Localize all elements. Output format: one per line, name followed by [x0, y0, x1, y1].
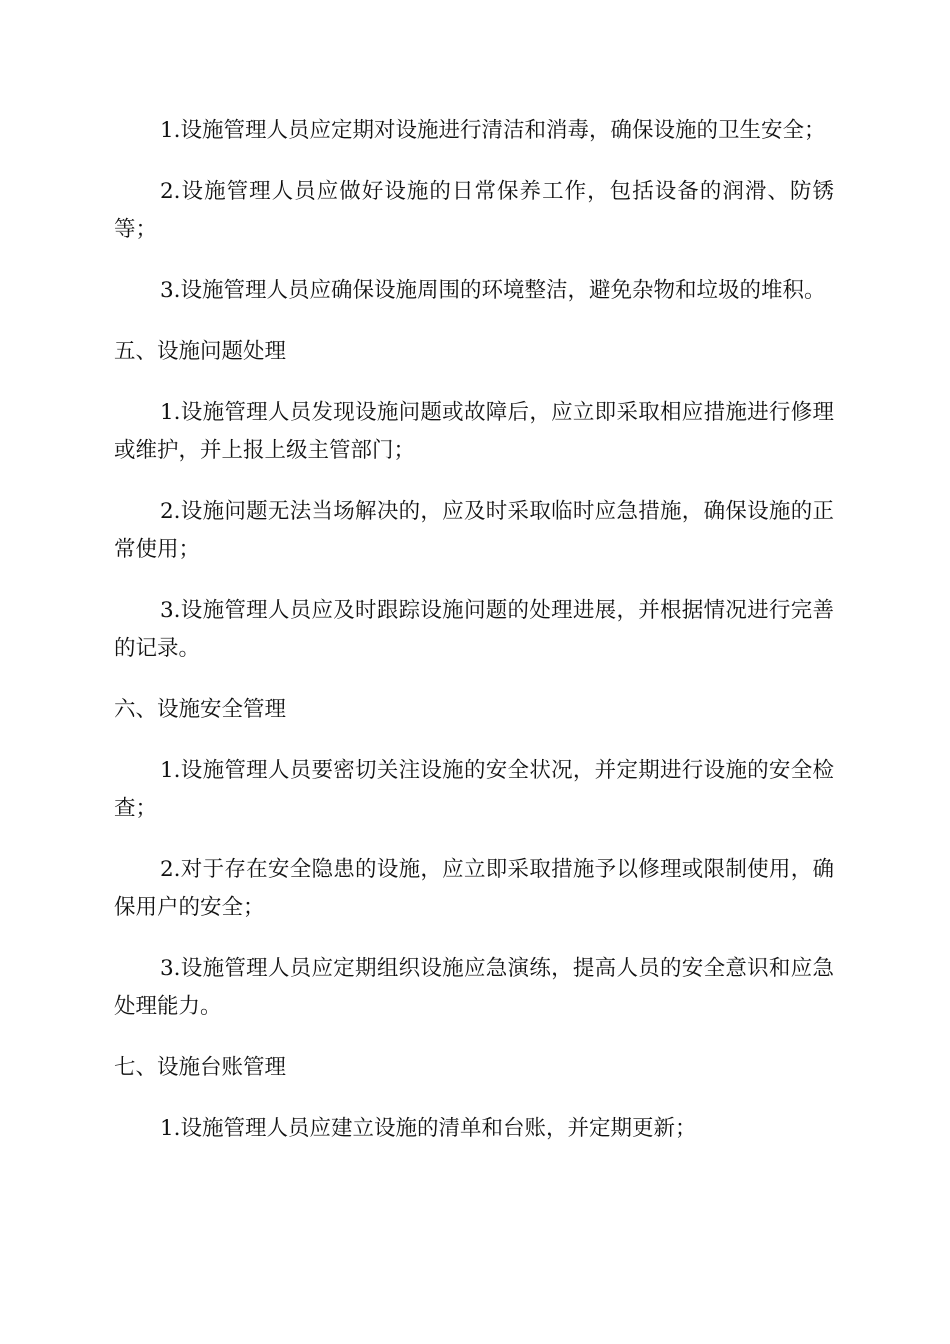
- list-item-maintenance: 2.设施管理人员应做好设施的日常保养工作，包括设备的润滑、防锈等；: [114, 179, 834, 242]
- list-item-tracking: 3.设施管理人员应及时跟踪设施问题的处理进展，并根据情况进行完善的记录。: [114, 598, 834, 661]
- list-item-environment: 3.设施管理人员应确保设施周围的环境整洁，避免杂物和垃圾的堆积。: [160, 278, 826, 303]
- list-item-safety-inspection: 1.设施管理人员要密切关注设施的安全状况，并定期进行设施的安全检查；: [114, 758, 834, 821]
- list-item-cleaning: 1.设施管理人员应定期对设施进行清洁和消毒，确保设施的卫生安全；: [160, 118, 826, 143]
- document-body: [114, 112, 834, 1171]
- list-item-emergency-drill: 3.设施管理人员应定期组织设施应急演练，提高人员的安全意识和应急处理能力。: [114, 956, 834, 1019]
- list-item-hazard-repair: 2.对于存在安全隐患的设施，应立即采取措施予以修理或限制使用，确保用户的安全；: [114, 857, 834, 920]
- list-item-emergency-measures: 2.设施问题无法当场解决的，应及时采取临时应急措施，确保设施的正常使用；: [114, 499, 834, 562]
- list-item-repair: 1.设施管理人员发现设施问题或故障后，应立即采取相应措施进行修理或维护，并上报上级主管部门；: [114, 400, 834, 463]
- section-heading-safety-management: 六、设施安全管理: [114, 697, 287, 722]
- list-item-ledger: 1.设施管理人员应建立设施的清单和台账，并定期更新；: [160, 1116, 697, 1141]
- section-heading-problem-handling: 五、设施问题处理: [114, 339, 287, 364]
- section-heading-ledger-management: 七、设施台账管理: [114, 1055, 287, 1080]
